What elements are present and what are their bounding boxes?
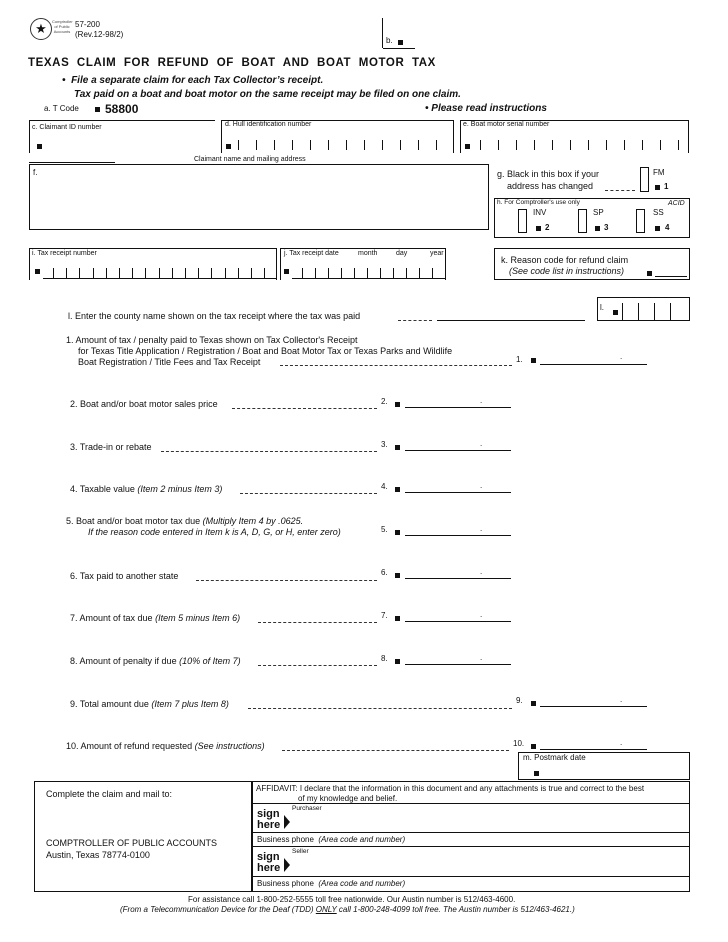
item-5-marker (395, 530, 400, 535)
item-1-leader (280, 365, 512, 366)
item-5-text: 5. Boat and/or boat motor tax due (66, 516, 201, 526)
hull-id-comb-tick (310, 140, 311, 150)
seller-phone-label: Business phone (257, 879, 314, 888)
tax-receipt-date-field[interactable] (280, 248, 446, 280)
item-9-text: 9. Total amount due (70, 699, 149, 709)
county-label: l. Enter the county name shown on the tax receipt where the tax was paid (68, 311, 361, 321)
hull-id-comb-tick (328, 140, 329, 150)
item-2-leader (232, 408, 377, 409)
form-number: 57-200 (75, 20, 100, 29)
item-7-note: (Item 5 minus Item 6) (155, 613, 241, 623)
item-9-decimal: . (620, 695, 623, 704)
item-1-decimal: . (620, 352, 623, 361)
bullet: • (62, 75, 66, 86)
motor-serial-comb-tick (498, 140, 499, 150)
hull-id-comb-tick (292, 140, 293, 150)
postmark-label: m. Postmark date (523, 753, 586, 762)
county-code-comb-tick (638, 303, 639, 321)
item-6-decimal: . (480, 567, 483, 576)
tax-receipt-comb-tick (251, 268, 252, 278)
footer-tdd-numbers: call 1-800-248-4099 toll free. The Austin number is 512/463-4621.) (338, 905, 575, 914)
item-6-leader (196, 580, 377, 581)
item-4-amount-field[interactable] (405, 492, 511, 493)
header-divider (382, 18, 383, 48)
hull-id-comb-tick (418, 140, 419, 150)
footer-tdd: (From a Telecommunication Device for the Deaf (TDD) (120, 905, 314, 914)
item-6-amount-field[interactable] (405, 578, 511, 579)
hull-id-comb-tick (238, 140, 239, 150)
motor-serial-marker (465, 144, 470, 149)
motor-serial-comb-tick (534, 140, 535, 150)
item-8-marker (395, 659, 400, 664)
seller-phone (257, 879, 405, 888)
item-9-note: (Item 7 plus Item 8) (151, 699, 229, 709)
mail-city: Austin, Texas 78774-0100 (46, 850, 150, 860)
day-label: day (396, 250, 408, 257)
tcode-label: a. T Code (44, 104, 79, 113)
item-8-note: (10% of Item 7) (179, 656, 241, 666)
tax-receipt-date-comb-tick (445, 268, 446, 278)
tax-receipt-date-comb-tick (380, 268, 381, 278)
hull-id-comb-tick (256, 140, 257, 150)
tax-receipt-comb-tick (132, 268, 133, 278)
county-code-comb-tick (622, 303, 623, 321)
motor-serial-comb-tick (678, 140, 679, 150)
year-label: year (430, 250, 444, 257)
item-1-line-2: for Texas Title Application / Registration / Boat and Boat Motor Tax or Texas Parks and Wildlife (78, 346, 453, 356)
tax-receipt-comb-tick (185, 268, 186, 278)
purchaser-sign: sign (257, 808, 280, 820)
item-7-text: 7. Amount of tax due (70, 613, 153, 623)
county-code-box[interactable] (597, 297, 690, 321)
month-label: month (358, 250, 378, 257)
item-10-decimal: . (620, 738, 623, 747)
seal-text: Comptroller of Public Accounts (52, 19, 73, 34)
item-4-marker (395, 487, 400, 492)
item-1-amount-field[interactable] (540, 364, 647, 365)
county-leader (398, 320, 432, 321)
tcode-value: 58800 (105, 102, 139, 116)
item-9-marker (531, 701, 536, 706)
tax-receipt-comb-tick (238, 268, 239, 278)
reason-code-field[interactable] (655, 276, 687, 277)
claimant-id-marker (37, 144, 42, 149)
item-10-amount-field[interactable] (540, 749, 647, 750)
item-7-amount-field[interactable] (405, 621, 511, 622)
motor-serial-field[interactable] (460, 120, 689, 153)
address-changed-checkbox[interactable] (640, 167, 649, 192)
form-title: TEXAS CLAIM FOR REFUND OF BOAT AND BOAT MOTOR TAX (28, 57, 436, 69)
instruction-1 (62, 75, 323, 86)
tax-receipt-comb-tick (264, 268, 265, 278)
item-9-label (70, 699, 229, 709)
county-code-comb-tick (670, 303, 671, 321)
item-10-number: 10. (513, 739, 525, 748)
field-b-line[interactable] (383, 48, 415, 49)
field-b-marker (398, 40, 403, 45)
item-5-label (66, 516, 303, 526)
purchaser-phone-label: Business phone (257, 835, 314, 844)
item-3-leader (161, 451, 377, 452)
hull-id-comb-tick (274, 140, 275, 150)
inv-value: 2 (545, 223, 550, 232)
item-8-text: 8. Amount of penalty if due (70, 656, 177, 666)
please-read-instructions: • Please read instructions (425, 103, 547, 114)
tax-receipt-number-label: i. Tax receipt number (32, 250, 97, 257)
hull-id-label: d. Hull identification number (225, 121, 312, 128)
item-7-label (70, 613, 240, 623)
purchaser-phone-note: (Area code and number) (318, 835, 406, 844)
county-name-field[interactable] (437, 320, 585, 321)
item-4-leader (240, 493, 377, 494)
hull-id-comb-tick (364, 140, 365, 150)
item-8-amount-field[interactable] (405, 664, 511, 665)
hull-id-comb-tick (382, 140, 383, 150)
address-changed-label: g. Black in this box if your (497, 169, 600, 179)
item-1-marker (531, 358, 536, 363)
claimant-name-label: Claimant name and mailing address (194, 156, 306, 163)
tax-receipt-date-comb-tick (341, 268, 342, 278)
item-7-decimal: . (480, 610, 483, 619)
item-5-amount-field[interactable] (405, 535, 511, 536)
tax-receipt-comb-tick (106, 268, 107, 278)
tax-receipt-comb-tick (79, 268, 80, 278)
name-rule-left (29, 162, 115, 163)
tax-receipt-date-comb-tick (328, 268, 329, 278)
item-10-label (66, 741, 265, 751)
item-4-decimal: . (480, 481, 483, 490)
motor-serial-comb-tick (660, 140, 661, 150)
item-3-number: 3. (381, 440, 388, 449)
tax-receipt-date-comb-tick (302, 268, 303, 278)
tax-receipt-comb-tick (159, 268, 160, 278)
county-code-comb-tick (654, 303, 655, 321)
sp-marker (595, 226, 600, 231)
postmark-marker (534, 771, 539, 776)
sp-label: SP (593, 208, 604, 217)
item-8-label (70, 656, 241, 666)
claimant-address-field[interactable] (29, 164, 489, 230)
item-4-number: 4. (381, 482, 388, 491)
instruction-text: File a separate claim for each Tax Collector’s receipt. (71, 75, 324, 86)
item-2-amount-field[interactable] (405, 407, 511, 408)
motor-serial-comb-tick (624, 140, 625, 150)
ss-label: SS (653, 208, 664, 217)
reason-code-marker (647, 271, 652, 276)
instruction-2: Tax paid on a boat and boat motor on the same receipt may be filed on one claim. (74, 89, 461, 100)
item-2-marker (395, 402, 400, 407)
tax-receipt-comb-tick (225, 268, 226, 278)
tax-receipt-date-comb-tick (406, 268, 407, 278)
reason-code-sub: (See code list in instructions) (509, 266, 625, 276)
item-4-label (70, 484, 222, 494)
item-1-number: 1. (516, 355, 523, 364)
tax-receipt-date-comb-tick (419, 268, 420, 278)
motor-serial-comb-tick (606, 140, 607, 150)
item-5-number: 5. (381, 525, 388, 534)
footer-line-2 (120, 905, 575, 914)
item-5-decimal: . (480, 524, 483, 533)
item-6-label: 6. Tax paid to another state (70, 571, 179, 581)
field-f-label: f. (33, 168, 38, 177)
item-8-number: 8. (381, 654, 388, 663)
hull-id-marker (226, 144, 231, 149)
tcode-marker (95, 107, 100, 112)
hull-id-comb-tick (400, 140, 401, 150)
item-7-leader (258, 622, 377, 623)
tax-receipt-date-comb-tick (432, 268, 433, 278)
field-b-label: b. (386, 36, 393, 45)
item-1-line-3: Boat Registration / Title Fees and Tax Receipt (78, 357, 261, 367)
seller-phone-note: (Area code and number) (318, 879, 406, 888)
motor-serial-comb-tick (552, 140, 553, 150)
mail-heading: Complete the claim and mail to: (46, 789, 173, 799)
item-2-number: 2. (381, 397, 388, 406)
item-5-line-2: If the reason code entered in Item k is A, D, G, or H, enter zero) (88, 527, 341, 537)
motor-serial-comb-tick (480, 140, 481, 150)
tax-receipt-comb-tick (172, 268, 173, 278)
fm-marker (655, 185, 660, 190)
tax-receipt-date-comb-tick (393, 268, 394, 278)
tax-receipt-comb-tick (145, 268, 146, 278)
item-10-leader (282, 750, 509, 751)
item-4-note: (Item 2 minus Item 3) (137, 484, 223, 494)
state-seal: ★ (30, 18, 52, 40)
seller-here: here (257, 862, 281, 874)
tax-receipt-date-baseline (292, 278, 446, 279)
inv-label: INV (533, 208, 547, 217)
tax-receipt-comb-tick (53, 268, 54, 278)
seller-sign: sign (257, 851, 280, 863)
inv-marker (536, 226, 541, 231)
tax-receipt-date-comb-tick (315, 268, 316, 278)
tax-receipt-date-comb-tick (367, 268, 368, 278)
comptroller-use-label: h. For Comptroller's use only (497, 199, 580, 206)
tax-receipt-date-label: j. Tax receipt date (284, 250, 339, 257)
form-revision: (Rev.12-98/2) (75, 30, 124, 39)
fm-label: FM (653, 168, 665, 177)
motor-serial-comb-tick (588, 140, 589, 150)
sp-checkbox[interactable] (578, 209, 587, 233)
address-changed-leader (605, 190, 635, 191)
item-10-marker (531, 744, 536, 749)
hull-id-comb-tick (346, 140, 347, 150)
acid-label: ACID (668, 200, 685, 207)
ss-value: 4 (665, 223, 670, 232)
fm-value: 1 (664, 182, 669, 191)
tax-receipt-baseline (43, 278, 277, 279)
item-3-decimal: . (480, 439, 483, 448)
item-7-marker (395, 616, 400, 621)
affidavit-line-2: of my knowledge and belief. (298, 794, 398, 803)
tax-receipt-comb-tick (198, 268, 199, 278)
county-code-marker (613, 310, 618, 315)
seller-signature-field[interactable] (252, 847, 690, 877)
item-2-label: 2. Boat and/or boat motor sales price (70, 399, 218, 409)
claimant-id-field[interactable] (29, 120, 215, 153)
tax-receipt-date-comb-tick (354, 268, 355, 278)
reason-code-label: k. Reason code for refund claim (501, 255, 629, 265)
item-1-line-1: 1. Amount of tax / penalty paid to Texas shown on Tax Collector's Receipt (66, 335, 358, 345)
item-10-text: 10. Amount of refund requested (66, 741, 193, 751)
seller-label: Seller (292, 848, 309, 855)
item-2-decimal: . (480, 396, 483, 405)
motor-serial-label: e. Boat motor serial number (463, 121, 550, 128)
address-changed-label-2: address has changed (507, 181, 594, 191)
tax-receipt-marker (35, 269, 40, 274)
item-6-number: 6. (381, 568, 388, 577)
tax-receipt-date-marker (284, 269, 289, 274)
item-9-number: 9. (516, 696, 523, 705)
item-9-leader (248, 708, 512, 709)
motor-serial-comb-tick (516, 140, 517, 150)
hull-id-comb-tick (436, 140, 437, 150)
county-code-label: l. (600, 303, 604, 312)
purchaser-label: Purchaser (292, 805, 322, 812)
item-7-number: 7. (381, 611, 388, 620)
footer-line-1: For assistance call 1-800-252-5555 toll free nationwide. Our Austin number is 512/463-4600. (188, 895, 516, 904)
motor-serial-comb-tick (570, 140, 571, 150)
tax-receipt-comb-tick (119, 268, 120, 278)
motor-serial-comb-tick (642, 140, 643, 150)
sp-value: 3 (604, 223, 609, 232)
purchaser-phone-field[interactable] (252, 833, 690, 847)
item-8-decimal: . (480, 653, 483, 662)
inv-checkbox[interactable] (518, 209, 527, 233)
ss-marker (655, 226, 660, 231)
item-6-marker (395, 573, 400, 578)
affidavit-line-1: AFFIDAVIT: I declare that the information in this document and any attachments is true and correct to the best (256, 784, 645, 793)
item-4-text: 4. Taxable value (70, 484, 135, 494)
item-3-amount-field[interactable] (405, 450, 511, 451)
item-9-amount-field[interactable] (540, 706, 647, 707)
purchaser-signature-field[interactable] (252, 803, 690, 833)
ss-checkbox[interactable] (636, 209, 645, 233)
item-10-note: (See instructions) (194, 741, 265, 751)
item-3-marker (395, 445, 400, 450)
tax-receipt-comb-tick (93, 268, 94, 278)
tax-receipt-comb-tick (66, 268, 67, 278)
item-3-label: 3. Trade-in or rebate (70, 442, 152, 452)
mail-org: COMPTROLLER OF PUBLIC ACCOUNTS (46, 838, 218, 848)
item-8-leader (258, 665, 377, 666)
claimant-id-label: c. Claimant ID number (32, 124, 102, 131)
item-5-note: (Multiply Item 4 by .0625. (202, 516, 304, 526)
tax-receipt-comb-tick (211, 268, 212, 278)
purchaser-here: here (257, 819, 281, 831)
footer-only: ONLY (315, 905, 337, 914)
